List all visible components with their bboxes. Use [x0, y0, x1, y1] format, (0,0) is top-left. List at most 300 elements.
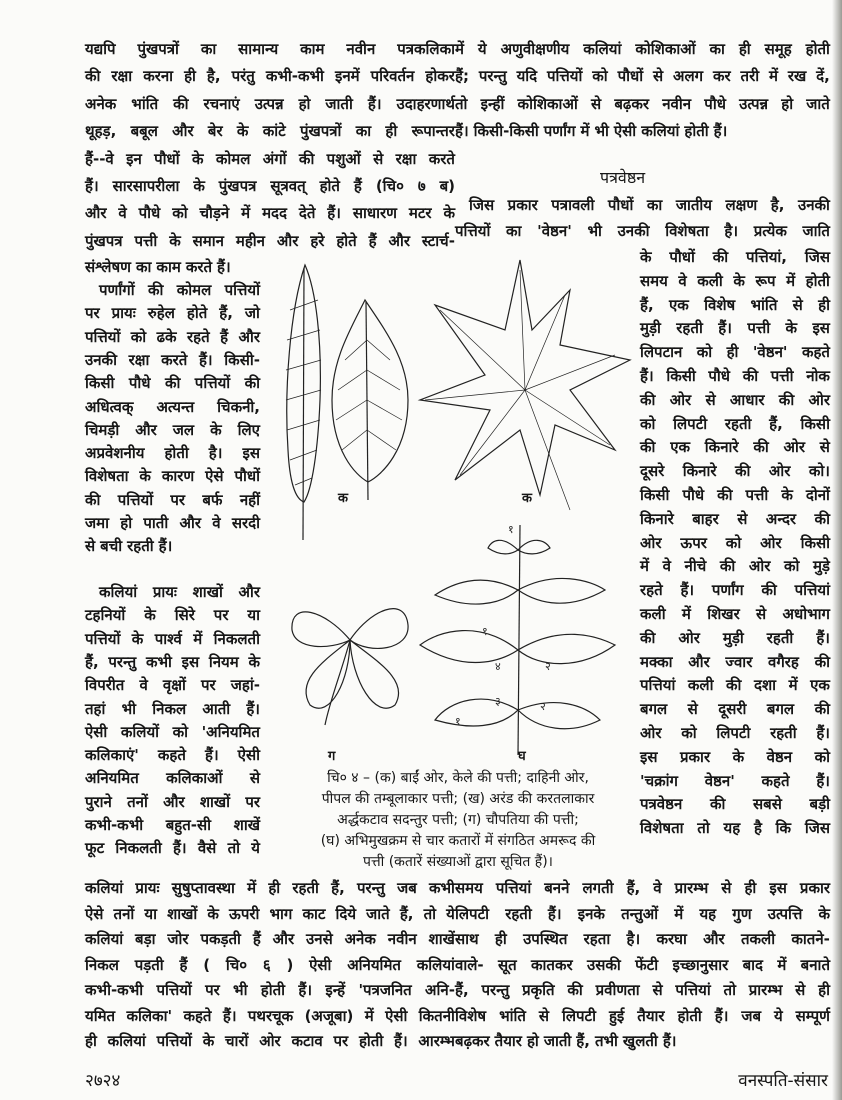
text-line-right-narrow — [640, 555, 830, 577]
word: उनकी — [85, 350, 117, 369]
word: पर — [213, 606, 229, 625]
word: हैं। — [367, 94, 382, 113]
row-number-marker: १ — [508, 523, 514, 536]
word: हैं। — [713, 122, 728, 141]
word: प्रकार — [507, 196, 538, 214]
word: के — [818, 904, 830, 923]
text-line-right-bottom — [455, 928, 830, 950]
word: बगल — [640, 700, 668, 719]
word: पौधे — [128, 374, 151, 393]
word: इस — [769, 879, 787, 897]
word: होते — [336, 231, 357, 250]
word: कलियां — [641, 122, 680, 141]
word: हैं। — [217, 258, 231, 276]
word: रहती — [292, 879, 319, 897]
word: किनारे — [640, 509, 674, 528]
word: तो — [423, 904, 437, 923]
text-line-left-p2 — [85, 442, 260, 464]
word: मक्का — [640, 652, 673, 671]
clover-leaf-drawing — [292, 609, 408, 725]
word: तो — [723, 981, 736, 999]
word: से — [721, 879, 732, 897]
book-title: वनस्पति-संसार — [738, 1071, 828, 1091]
text-line-right-bottom — [455, 903, 830, 925]
text-line-right-narrow — [640, 365, 830, 387]
word: की — [742, 367, 759, 385]
word: के — [210, 420, 222, 439]
word: आती — [202, 699, 231, 718]
word: पुंखपत्र — [218, 177, 257, 195]
word: कलियां — [99, 583, 138, 601]
word: के — [640, 248, 652, 266]
word: ऐसी — [85, 722, 108, 741]
word: तो — [227, 839, 240, 858]
word: अंगों — [262, 149, 287, 168]
word: लिपटी — [561, 1006, 597, 1025]
word: उदाहरणार्थ — [396, 94, 455, 113]
word: हैं, — [455, 981, 469, 999]
word: पकड़ती — [200, 930, 241, 948]
word: अनि- — [425, 981, 455, 999]
text-line-left-p3 — [85, 744, 260, 766]
text-line-right-narrow — [640, 294, 830, 316]
word: वे — [139, 676, 148, 695]
word: पौधों — [669, 248, 695, 266]
text-line-right-narrow — [640, 817, 830, 839]
word: हैं। — [662, 1032, 677, 1050]
word: पर्णांग — [711, 581, 744, 600]
word: किनारे — [682, 462, 717, 481]
text-line-right-narrow — [640, 317, 830, 339]
word: लिपटी — [455, 904, 490, 923]
word: भी — [121, 699, 137, 718]
text-line-left-bottom — [85, 1030, 455, 1052]
text-line-left-p3 — [85, 698, 260, 720]
word: हो — [526, 1032, 539, 1050]
word: प्रायः — [152, 583, 177, 601]
word: रख — [787, 67, 807, 86]
word: के — [248, 652, 260, 671]
word: थूहड़, — [85, 122, 117, 141]
word: वे — [118, 204, 127, 223]
word: चौड़ने — [199, 204, 230, 223]
word: चिमड़ी — [85, 420, 120, 439]
word: के — [139, 467, 151, 486]
word: से — [819, 438, 830, 457]
word: काट — [302, 904, 326, 923]
word: लिपटान — [640, 343, 683, 362]
word: कली — [697, 271, 723, 290]
word: है। — [626, 930, 641, 948]
word: ही — [818, 295, 830, 314]
word: और — [179, 514, 201, 532]
word: हैं। — [816, 628, 830, 647]
word: पत्तियां — [794, 581, 830, 600]
word: ( — [203, 955, 211, 974]
word: शाखों — [167, 904, 198, 923]
word: विशेष — [704, 295, 736, 314]
word: की — [244, 374, 260, 393]
word: आधार — [729, 390, 765, 409]
word: में — [777, 955, 787, 974]
word: निकलती — [213, 629, 260, 648]
text-line-right-top — [455, 93, 830, 115]
word: पर — [85, 304, 100, 323]
word: पुराने — [85, 792, 112, 811]
word: बर्फ — [202, 490, 223, 509]
text-line-right-narrow — [640, 532, 830, 554]
text-line-right-narrow — [640, 603, 830, 625]
word: दिये — [335, 904, 357, 923]
text-line-right-narrow — [640, 770, 830, 792]
word: हैं, — [576, 1032, 590, 1050]
word: परंतु — [231, 67, 255, 86]
word: तनों — [127, 792, 148, 811]
word: पत्रकलिका — [397, 40, 455, 58]
word: हैं — [220, 327, 229, 346]
word: है, — [206, 67, 221, 86]
word: दशा — [753, 676, 777, 695]
word: या — [144, 904, 157, 923]
word: ओर — [640, 533, 662, 552]
word: से — [795, 981, 806, 999]
text-line-right-narrow — [640, 793, 830, 815]
text-line-left-bottom — [85, 877, 455, 899]
word: ही — [726, 343, 739, 362]
word: ७ — [417, 177, 426, 195]
word: कोमल — [215, 149, 251, 168]
word: जाति — [802, 222, 830, 240]
word: बची — [100, 537, 123, 556]
word: पत्ती — [745, 486, 769, 504]
word: का — [355, 122, 372, 141]
word: और — [276, 231, 299, 250]
word: पत्तियों — [85, 327, 121, 346]
word: ऐसी — [385, 1006, 408, 1025]
text-line-right-p2 — [469, 194, 830, 216]
word: (अजूबा) — [304, 1006, 354, 1025]
word: हैं, — [626, 879, 641, 897]
word: फूट — [85, 839, 105, 858]
word: को — [172, 722, 189, 741]
word: पौधे — [138, 204, 161, 223]
word: पर — [170, 490, 186, 509]
text-line-right-narrow — [640, 270, 830, 292]
word: होती — [164, 444, 189, 463]
word: ही — [744, 879, 757, 897]
word: हुई — [608, 1006, 625, 1025]
word: ओर — [259, 1032, 281, 1050]
word: रहती — [724, 414, 752, 433]
word: को — [783, 557, 800, 576]
row-number-marker: १ — [482, 625, 488, 638]
word: रहती — [127, 537, 154, 556]
word: निकल — [152, 699, 187, 718]
word: रहते — [187, 327, 210, 346]
word: की — [719, 557, 736, 576]
word: जाते — [806, 94, 830, 113]
word: हैं। — [158, 537, 173, 556]
word: पर — [333, 1032, 349, 1050]
word: काम — [156, 258, 181, 276]
text-line-left-top — [85, 148, 455, 170]
word: तैयार — [637, 1006, 665, 1025]
word: निकलती — [115, 839, 162, 858]
word: जाते — [366, 904, 390, 923]
word: ऐसी — [613, 122, 637, 141]
word: होती — [805, 271, 830, 290]
word: जिस — [804, 819, 830, 838]
word: पौधों — [154, 149, 180, 168]
word: हैं, — [399, 904, 414, 923]
word: बाहर — [692, 509, 719, 528]
word: ही — [85, 1032, 97, 1050]
text-line-right-narrow — [640, 508, 830, 530]
word: चिकनी, — [217, 397, 260, 416]
word: किसी-किसी — [473, 122, 539, 141]
word: पाती — [143, 514, 169, 532]
text-line-right-top — [455, 120, 830, 142]
word: प्रायः — [111, 304, 136, 323]
text-line-left-top — [85, 175, 455, 197]
word: पर — [245, 792, 260, 811]
text-line-right-bottom — [455, 1005, 830, 1027]
text-line-right-narrow — [640, 389, 830, 411]
word: जब — [741, 1006, 762, 1025]
word: कलिकाएं' — [85, 746, 139, 765]
word: हैं। — [640, 367, 654, 385]
word: पत्तियां — [640, 676, 676, 695]
word: ओर — [678, 628, 700, 647]
word: से — [85, 537, 96, 556]
banana-leaf-drawing — [286, 265, 321, 540]
word: जिस — [804, 248, 830, 266]
word: कभी — [145, 652, 172, 671]
word: जमा — [85, 514, 109, 532]
word: की — [147, 281, 164, 299]
word: तो — [455, 94, 468, 113]
word: इस — [181, 652, 200, 671]
word: पार्श्व — [154, 629, 182, 648]
text-line-left-p2 — [99, 279, 260, 301]
word: भांति — [750, 295, 778, 314]
word: कोमल — [176, 281, 212, 299]
word: बेर — [207, 122, 223, 141]
word: पत्तियों — [85, 629, 121, 648]
word: कहते — [157, 746, 186, 765]
word: रहती — [770, 724, 797, 742]
text-line-right-narrow — [640, 674, 830, 696]
word: की — [726, 676, 742, 695]
word: सामान्य — [238, 40, 279, 58]
word: इनके — [577, 904, 605, 923]
word: पत्तियां, — [745, 248, 787, 266]
word: प्रायः — [135, 879, 160, 897]
word: पत्ती — [770, 367, 794, 385]
word: नियम — [208, 652, 239, 671]
text-line-right-narrow — [640, 579, 830, 601]
word: नवीन — [387, 930, 417, 948]
word: अधोभाग — [782, 605, 830, 623]
word: से — [652, 981, 663, 999]
word: ही — [738, 40, 751, 58]
word: पड़ती — [134, 955, 164, 974]
word: पत्तियां — [675, 981, 711, 999]
word: आरम्भ — [418, 1032, 455, 1050]
word: दोनों — [805, 486, 830, 504]
word: कांटे — [262, 122, 286, 141]
word: ब) — [439, 177, 455, 195]
word: में — [193, 629, 203, 648]
word: ओर — [748, 557, 771, 576]
word: ऐसे — [85, 904, 104, 923]
word: कलिका' — [126, 1006, 173, 1025]
figure-label-c: ग — [328, 749, 336, 764]
word: 'वेष्ठन' — [537, 222, 572, 240]
figure-label-a: क — [338, 491, 348, 506]
text-line-left-bottom — [85, 928, 455, 950]
figure-caption-line: अर्द्धकटाव सदन्तुर पत्ती; (ग) चौपतिया की पत्ती; — [337, 812, 579, 828]
figure-caption-line: (घ) अभिमुखक्रम से चार कतारों में संगठित अमरूद की — [320, 833, 596, 849]
page-edge-shadow — [832, 0, 842, 1100]
word: तहां — [85, 699, 106, 718]
word: कातने- — [791, 930, 830, 948]
word: 'चक्रांग — [640, 771, 678, 790]
word: के — [169, 231, 181, 250]
word: बाद — [742, 955, 763, 974]
page-number: २७२४ — [85, 1071, 121, 1091]
word: लिपटी — [673, 414, 708, 433]
word: काम — [300, 40, 325, 58]
word: पत्तियों — [156, 1032, 192, 1050]
word: के — [733, 271, 745, 290]
word: ही — [268, 879, 281, 897]
word: को — [814, 747, 830, 766]
text-line-left-p2 — [85, 349, 260, 371]
guava-branch-drawing — [420, 525, 615, 755]
text-line-left-p2 — [85, 302, 260, 324]
word: का — [709, 40, 725, 58]
word: की — [85, 67, 101, 86]
word: हैं। — [714, 1006, 729, 1025]
text-line-left-p3 — [85, 674, 260, 696]
word: ज्वार — [725, 652, 753, 671]
word: हैं, — [640, 295, 654, 314]
word: ओर — [640, 724, 662, 742]
word: महीन — [235, 231, 266, 250]
word: होते — [319, 177, 340, 195]
word: और — [135, 420, 157, 439]
word: के — [781, 486, 793, 504]
word: लक्षण — [725, 196, 758, 214]
word: शाखों — [192, 583, 223, 601]
word: यद्यपि — [85, 40, 116, 58]
word: पौधों — [617, 67, 644, 86]
word: पुंखपत्रों — [299, 122, 342, 141]
word: भांति — [499, 1006, 526, 1025]
word: सूत्रवत् — [270, 177, 306, 195]
word: पर्णांगों — [99, 281, 135, 299]
word: शाखों — [199, 792, 231, 811]
word: हैं। — [816, 724, 830, 742]
word: रक्षा — [111, 67, 133, 86]
word: शाखें — [428, 930, 455, 948]
word: होती — [684, 122, 709, 141]
word: वगैरह — [768, 652, 799, 671]
word: कितनी — [418, 1006, 455, 1025]
word: ओर — [808, 390, 830, 409]
text-line-left-top-end — [85, 256, 260, 278]
word: ऊपरी — [229, 904, 260, 923]
text-line-right-narrow — [640, 460, 830, 482]
word: परन्तु — [357, 879, 385, 897]
word: ) — [286, 955, 294, 974]
word: में — [455, 40, 464, 58]
word: विशेष — [455, 1006, 487, 1025]
word: के — [207, 904, 219, 923]
word: कलियों — [120, 722, 160, 741]
word: बनने — [544, 879, 570, 897]
word: की — [85, 490, 101, 509]
word: में — [788, 676, 798, 695]
text-line-right-bottom — [455, 954, 830, 976]
word: पथरचूक — [247, 1006, 294, 1025]
word: अनियमित — [85, 769, 139, 788]
word: की — [173, 94, 189, 113]
word: इनमें — [334, 67, 360, 86]
word: साधारण — [352, 204, 397, 223]
word: एक — [810, 676, 830, 695]
word: उनकी — [797, 196, 830, 214]
word: पत्ती — [747, 319, 771, 338]
word: और — [703, 930, 725, 948]
word: लिपटी — [716, 724, 751, 742]
word: की — [567, 981, 583, 999]
word: नीचे — [684, 557, 707, 576]
word: कलियां — [85, 930, 124, 948]
word: इन — [126, 149, 142, 168]
word: शिखर — [707, 605, 740, 623]
word: उत्पत्ति — [767, 904, 803, 923]
word: पौधे — [682, 486, 705, 504]
word: यदि — [516, 67, 538, 86]
word: का — [646, 196, 663, 214]
text-line-left-p2 — [85, 396, 260, 418]
word: भी — [587, 222, 602, 240]
word: कभी — [428, 879, 455, 897]
row-number-marker: २ — [540, 700, 546, 713]
word: हैं। — [816, 771, 830, 790]
word: पत्तियों — [194, 374, 231, 393]
word: विशेषता — [665, 222, 709, 240]
word: लिए — [237, 420, 260, 439]
word: उनकी — [617, 222, 650, 240]
text-line-left-p3 — [99, 581, 260, 603]
word: तरी — [740, 67, 760, 86]
text-line-left-p3 — [85, 721, 260, 743]
text-line-right-top — [455, 38, 830, 60]
word: पत्रावली — [551, 196, 595, 214]
word: ओर — [760, 533, 782, 552]
word: के — [192, 149, 204, 168]
word: हैं। — [204, 746, 219, 765]
row-number-marker: ४ — [495, 660, 501, 673]
word: की — [778, 390, 795, 409]
word: ही — [494, 930, 507, 948]
text-line-left-p3 — [85, 628, 260, 650]
word: की — [640, 390, 656, 409]
word: करते — [161, 350, 188, 369]
